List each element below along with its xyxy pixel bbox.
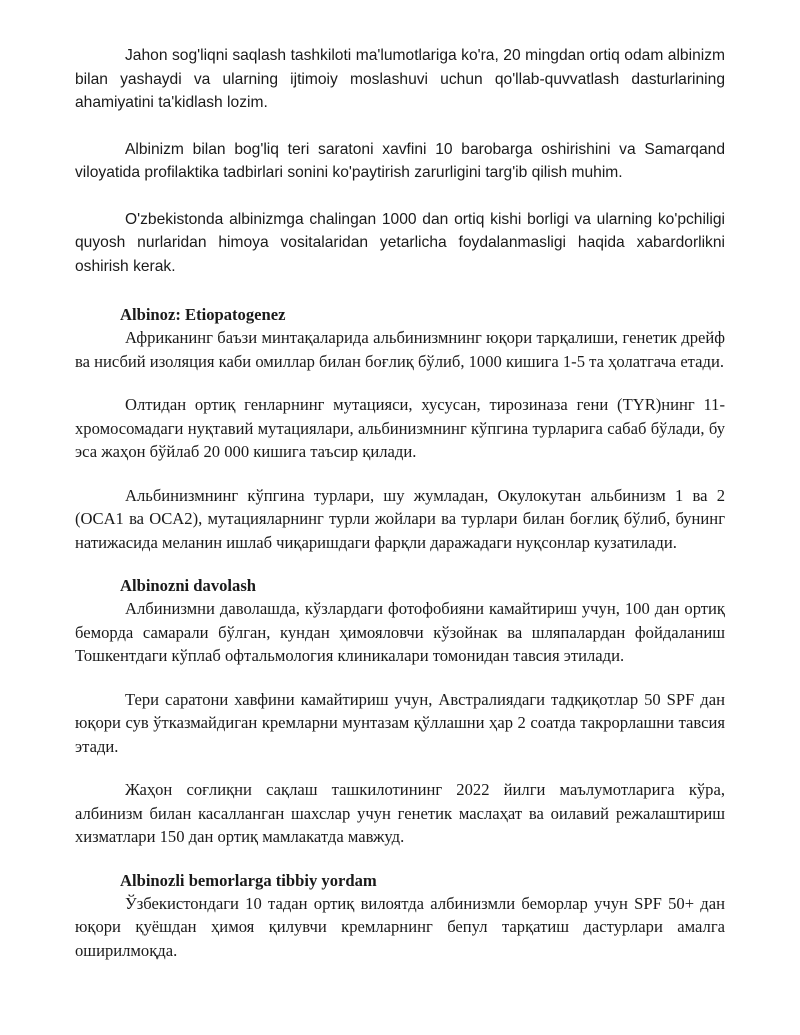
section-heading-treatment: Albinozni davolash [120, 576, 257, 595]
intro-paragraph: Albinizm bilan bog'liq teri saratoni xavfini 10 barobarga oshirishini va Samarqand viloyatida profilaktika tadbirlari sonini ko'paytirish zarurligini targ'ib qilish muhim. [75, 140, 725, 181]
section-heading-medical-help: Albinozli bemorlarga tibbiy yordam [120, 870, 377, 890]
etiopathogenesis-paragraph: Африканинг баъзи минтақаларида альбинизмнинг юқори тарқалиши, генетик дрейф ва нисбий изоляция каби омиллар билан боғлиқ бўлиб, 1000 кишига 1-5 та ҳолатгача етади. [75, 328, 725, 371]
treatment-paragraph: Албинизмни даволашда, кўзлардаги фотофобияни камайтириш учун, 100 дан ортиқ беморда самарали бўлган, кундан ҳимояловчи кўзойнак ва шляпалардан фойдаланиш Тошкентдаги кўплаб офтальмология клиникалари томонидан тавсия этилади. [75, 599, 725, 665]
medical-help-paragraph: Ўзбекистондаги 10 тадан ортиқ вилоятда албинизмли беморлар учун SPF 50+ дан юқори қуёшдан ҳимоя қилувчи кремларнинг бепул тарқатиш дастурлари амалга оширилмоқда. [75, 893, 725, 960]
section-heading-etiopathogenesis: Albinoz: Etiopatogenez [120, 305, 286, 324]
treatment-paragraph: Тери саратони хавфини камайтириш учун, Австралиядаги тадқиқотлар 50 SPF дан юқори сув ўтказмайдиган кремларни мунтазам қўллашни ҳар 2 соатда такрорлашни тавсия этади. [75, 689, 725, 756]
etiopathogenesis-paragraph: Олтидан ортиқ генларнинг мутацияси, хусусан, тирозиназа гени (TYR)нинг 11-хромосомадаги нуқтавий мутациялари, альбинизмнинг кўпгина турларига сабаб бўлади, бу эса жаҳон бўйлаб 20 000 кишига таъсир қилади. [75, 395, 725, 461]
intro-paragraph: Jahon sog'liqni saqlash tashkiloti ma'lumotlariga ko'ra, 20 mingdan ortiq odam albinizm bilan yashaydi va ularning ijtimoiy moslashuvi uchun qo'llab-quvvatlash dasturlarining ahamiyatini ta'kidlash lozim. [75, 47, 725, 111]
intro-paragraph: O'zbekistonda albinizmga chalingan 1000 dan ortiq kishi borligi va ularning ko'pchiligi quyosh nurlaridan himoya vositalaridan yetarlicha foydalanmasligi haqida xabardorlikni oshirish kerak. [75, 210, 725, 275]
document-page [75, 44, 725, 962]
treatment-paragraph: Жаҳон соғлиқни сақлаш ташкилотининг 2022 йилги маълумотларига кўра, албинизм билан касалланган шахслар учун генетик маслаҳат ва оилавий режалаштириш хизматлари 150 дан ортиқ мамлакатда мавжуд. [75, 780, 725, 846]
etiopathogenesis-paragraph: Альбинизмнинг кўпгина турлари, шу жумладан, Окулокутан альбинизм 1 ва 2 (OCA1 ва OCA2), мутацияларнинг турли жойлари ва турлари билан боғлиқ бўлиб, бунинг натижасида меланин ишлаб чиқаришдаги фарқли даражадаги нуқсонлар кузатилади. [75, 485, 725, 552]
